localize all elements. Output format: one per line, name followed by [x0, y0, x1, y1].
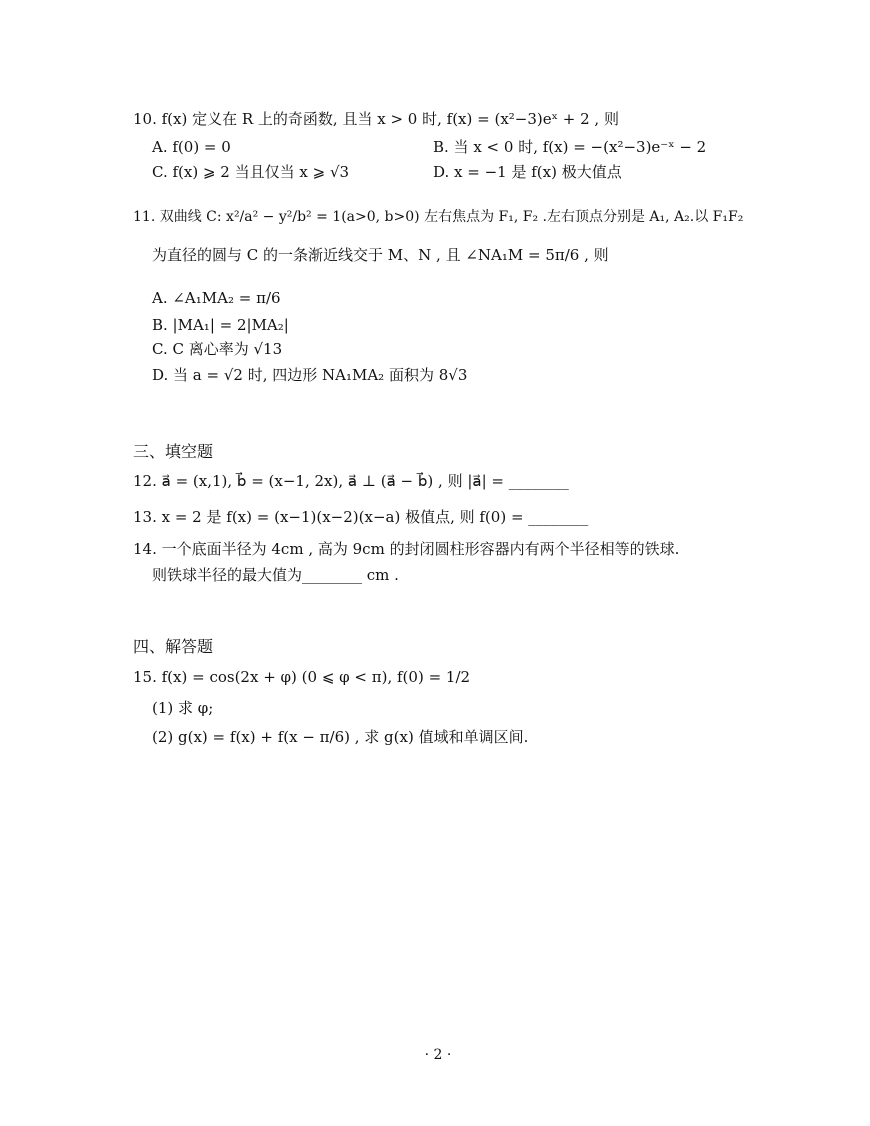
q15-stem: 15. f(x) = cos(2x + φ) (0 ⩽ φ < π), f(0) = 1/2	[133, 668, 471, 686]
section-fill-in-heading: 三、填空题	[133, 442, 214, 461]
q11-stem-line2: 为直径的圆与 C 的一条渐近线交于 M、N , 且 ∠NA₁M = 5π/6 , 则	[152, 246, 609, 264]
page-number: · 2 ·	[424, 1047, 452, 1063]
q14-line2: 则铁球半径的最大值为________ cm .	[152, 566, 399, 584]
q10-option-d: D. x = −1 是 f(x) 极大值点	[433, 163, 622, 181]
q10-stem: 10. f(x) 定义在 R 上的奇函数, 且当 x > 0 时, f(x) = (x²−3)eˣ + 2 , 则	[133, 110, 619, 128]
q13-stem: 13. x = 2 是 f(x) = (x−1)(x−2)(x−a) 极值点, 则 f(0) = ________	[133, 508, 589, 526]
q11-stem-line1: 11. 双曲线 C: x²/a² − y²/b² = 1(a>0, b>0) 左右焦点为 F₁, F₂ .左右顶点分别是 A₁, A₂.以 F₁F₂	[133, 209, 744, 225]
q11-option-c: C. C 离心率为 √13	[152, 340, 283, 358]
q11-option-b: B. |MA₁| = 2|MA₂|	[152, 316, 289, 334]
q10-option-c: C. f(x) ⩾ 2 当且仅当 x ⩾ √3	[152, 163, 350, 181]
q15-part2: (2) g(x) = f(x) + f(x − π/6) , 求 g(x) 值域和单调区间.	[152, 728, 529, 746]
section-answer-heading: 四、解答题	[133, 637, 214, 656]
q11-option-a: A. ∠A₁MA₂ = π/6	[152, 289, 281, 307]
q11-option-d: D. 当 a = √2 时, 四边形 NA₁MA₂ 面积为 8√3	[152, 366, 468, 384]
q15-part1: (1) 求 φ;	[152, 699, 214, 717]
q10-option-a: A. f(0) = 0	[152, 138, 231, 156]
q14-line1: 14. 一个底面半径为 4cm , 高为 9cm 的封闭圆柱形容器内有两个半径相等的铁球.	[133, 540, 680, 558]
q10-option-b: B. 当 x < 0 时, f(x) = −(x²−3)e⁻ˣ − 2	[433, 138, 707, 156]
q12-stem: 12. a⃗ = (x,1), b⃗ = (x−1, 2x), a⃗ ⊥ (a⃗ − b⃗) , 则 |a⃗| = ________	[133, 472, 569, 490]
